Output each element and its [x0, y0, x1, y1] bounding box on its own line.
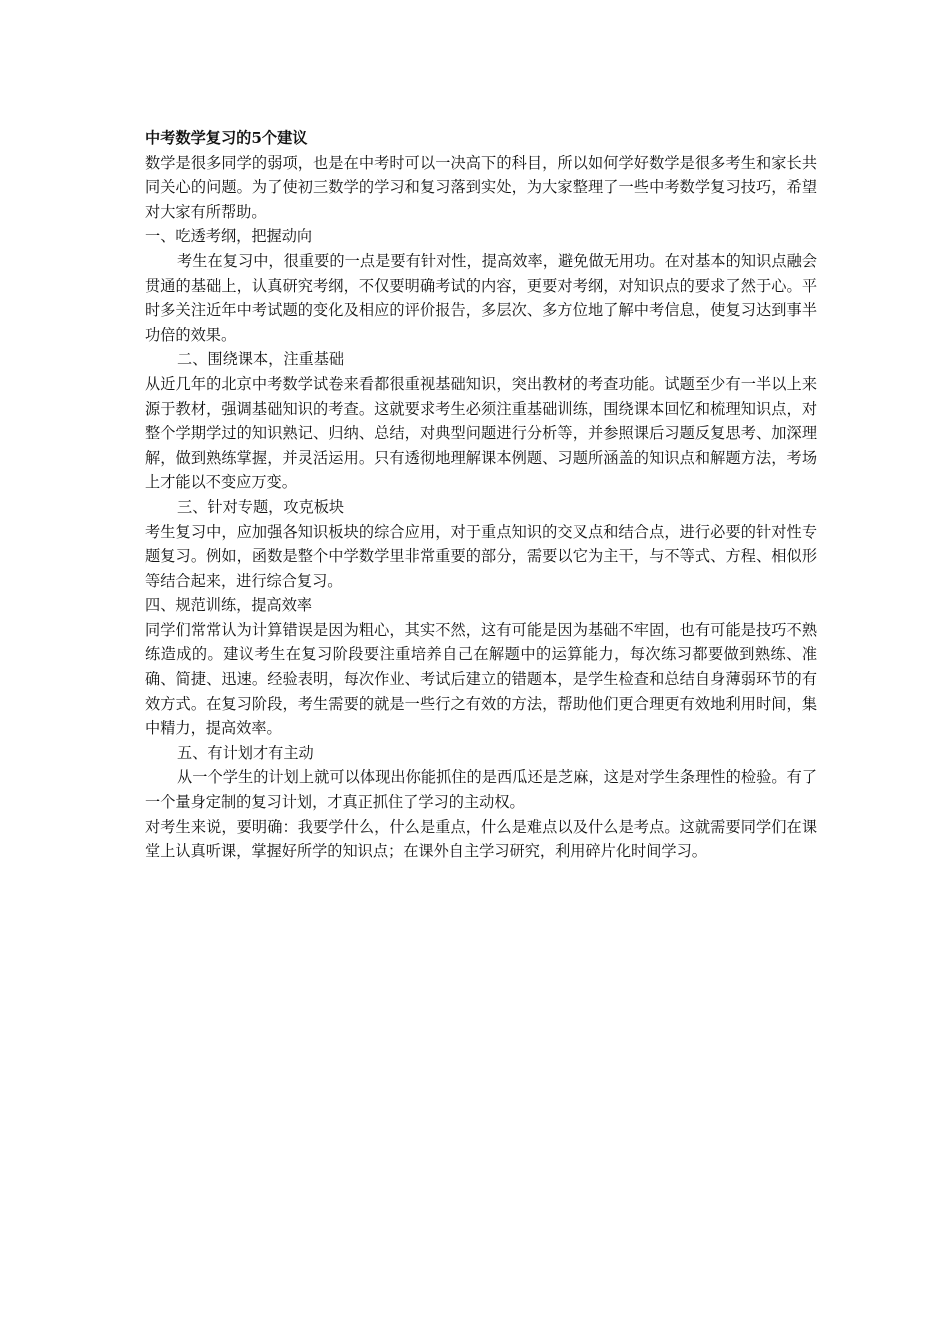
section-heading-3: 三、针对专题，攻克板块: [177, 497, 345, 516]
section-body-1: 考生在复习中，很重要的一点是要有针对性，提高效率，避免做无用功。在对基本的知识点融会贯通的基础上，认真研究考纲，不仅要明确考试的内容，更要对考纲，对知识点的要求了然于心。平时多关注近年中考试题的变化及相应的评价报告，多层次、多方位地了解中考信息，使复习达到事半功倍的效果。: [145, 251, 817, 344]
document-page: [145, 126, 817, 864]
document-title: 中考数学复习的5个建议: [145, 129, 308, 147]
intro-paragraph: 数学是很多同学的弱项，也是在中考时可以一决高下的科目，所以如何学好数学是很多考生和家长共同关心的问题。为了使初三数学的学习和复习落到实处，为大家整理了一些中考数学复习技巧，希望对大家有所帮助。: [145, 153, 817, 221]
section-body-2: 从近几年的北京中考数学试卷来看都很重视基础知识，突出教材的考查功能。试题至少有一半以上来源于教材，强调基础知识的考查。这就要求考生必须注重基础训练，围绕课本回忆和梳理知识点，对整个学期学过的知识熟记、归纳、总结，对典型问题进行分析等，并参照课后习题反复思考、加深理解，做到熟练掌握，并灵活运用。只有透彻地理解课本例题、习题所涵盖的知识点和解题方法，考场上才能以不变应万变。: [145, 374, 817, 492]
section-heading-1: 一、吃透考纲，把握动向: [145, 227, 313, 246]
section-heading-4: 四、规范训练，提高效率: [145, 596, 313, 615]
section-body-4: 同学们常常认为计算错误是因为粗心，其实不然，这有可能是因为基础不牢固，也有可能是技巧不熟练造成的。建议考生在复习阶段要注重培养自己在解题中的运算能力，每次练习都要做到熟练、准确、简捷、迅速。经验表明，每次作业、考试后建立的错题本，是学生检查和总结自身薄弱环节的有效方式。在复习阶段，考生需要的就是一些行之有效的方法，帮助他们更合理更有效地利用时间，集中精力，提高效率。: [145, 620, 817, 738]
section-body-3: 考生复习中，应加强各知识板块的综合应用，对于重点知识的交叉点和结合点，进行必要的针对性专题复习。例如，函数是整个中学数学里非常重要的部分，需要以它为主干，与不等式、方程、相似形等结合起来，进行综合复习。: [145, 522, 817, 590]
section-body-5a: 从一个学生的计划上就可以体现出你能抓住的是西瓜还是芝麻，这是对学生条理性的检验。有了一个量身定制的复习计划，才真正抓住了学习的主动权。: [145, 768, 817, 812]
section-heading-2: 二、围绕课本，注重基础: [177, 350, 345, 369]
section-body-5b: 对考生来说，要明确：我要学什么，什么是重点，什么是难点以及什么是考点。这就需要同学们在课堂上认真听课，掌握好所学的知识点；在课外自主学习研究，利用碎片化时间学习。: [145, 817, 817, 861]
section-heading-5: 五、有计划才有主动: [177, 743, 314, 762]
